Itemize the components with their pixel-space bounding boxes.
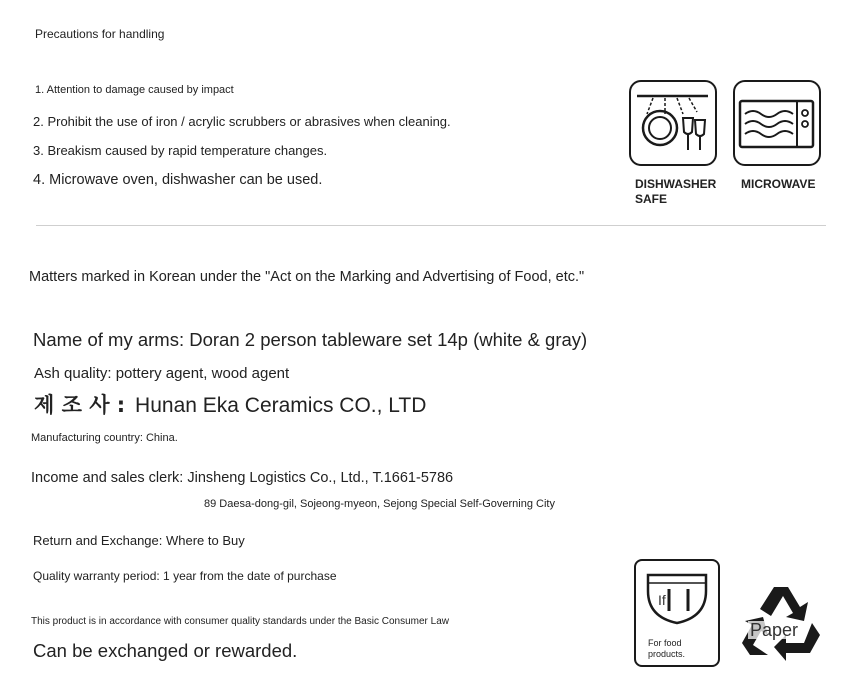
dishwasher-safe-icon: [629, 80, 717, 166]
manufacturer-label: 제 조 사 :: [34, 393, 126, 417]
food-logo-text: If: [658, 592, 666, 608]
manufacturing-country: Manufacturing country: China.: [31, 432, 178, 444]
precaution-item-2: 2. Prohibit the use of iron / acrylic scrubbers or abrasives when cleaning.: [33, 114, 451, 129]
microwave-icon: [733, 80, 821, 166]
precautions-title: Precautions for handling: [35, 27, 165, 41]
recycle-icon: [738, 583, 824, 665]
warranty-period: Quality warranty period: 1 year from the date of purchase: [33, 569, 337, 583]
importer-info: Income and sales clerk: Jinsheng Logistics Co., Ltd., T.1661-5786: [31, 470, 454, 486]
food-safe-icon: [634, 559, 720, 667]
manufacturer-value: Hunan Eka Ceramics CO., LTD: [135, 394, 427, 417]
microwave-label: MICROWAVE: [741, 177, 816, 191]
importer-address: 89 Daesa-dong-gil, Sojeong-myeon, Sejong Special Self-Governing City: [204, 498, 555, 510]
return-exchange: Return and Exchange: Where to Buy: [33, 533, 245, 548]
precaution-item-4: 4. Microwave oven, dishwasher can be used.: [33, 172, 323, 188]
consumer-standards: This product is in accordance with consumer quality standards under the Basic Consumer Law: [31, 616, 449, 627]
section-divider: [36, 225, 826, 226]
manufacturer-row: [34, 395, 426, 416]
dishwasher-safe-label: DISHWASHER SAFE: [635, 177, 717, 206]
food-safe-label: For food products.: [648, 638, 686, 659]
korean-act-heading: Matters marked in Korean under the "Act on the Marking and Advertising of Food, etc.": [29, 269, 585, 285]
precaution-item-1: 1. Attention to damage caused by impact: [35, 84, 234, 96]
precaution-item-3: 3. Breakism caused by rapid temperature changes.: [33, 143, 328, 158]
exchange-note: Can be exchanged or rewarded.: [33, 640, 298, 661]
recycle-label: Paper: [750, 620, 799, 640]
product-name: Name of my arms: Doran 2 person tableware set 14p (white & gray): [33, 329, 588, 350]
product-material: Ash quality: pottery agent, wood agent: [34, 365, 290, 382]
